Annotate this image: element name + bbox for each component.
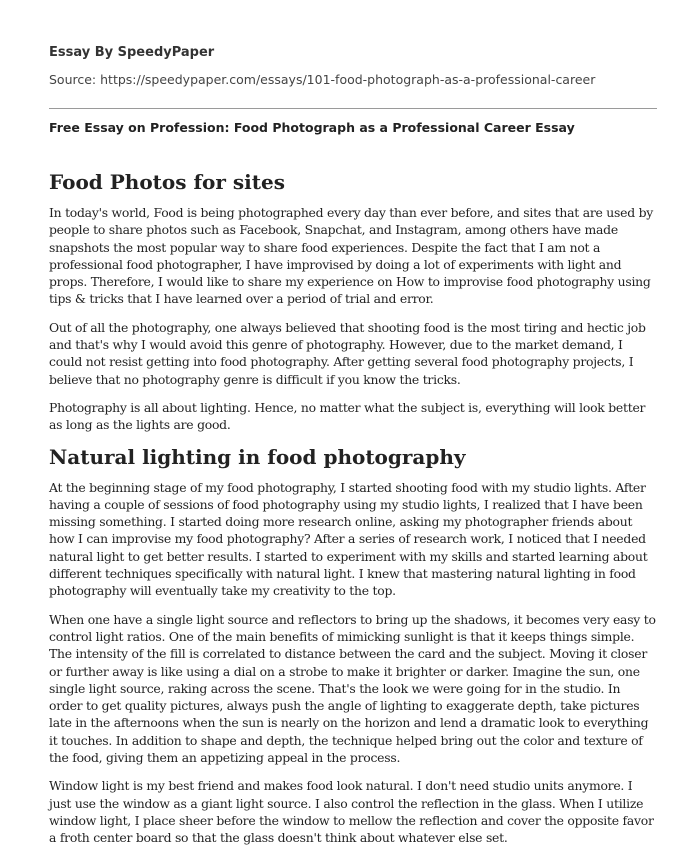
section-heading: Natural lighting in food photography [49,444,466,469]
paragraph: At the beginning stage of my food photography, I started shooting food with my studio lights. After having a couple of sessions of food photography using my studio lights, I realized that I have been missing something. I started doing more research online, asking my photographer friends about how I can improvise my food photography? After a series of research work, I noticed that I needed natural light to get better results. I started to experiment with my skills and started learning about different techniques specifically with natural light. I knew that mastering natural lighting in food photography will eventually take my creativity to the top. [49,479,648,599]
section-heading: Food Photos for sites [49,170,285,194]
paragraph: Photography is all about lighting. Hence, no matter what the subject is, everything will look better as long as the lights are good. [49,399,646,433]
source-line: Source: https://speedypaper.com/essays/101-food-photograph-as-a-professional-career [49,72,596,87]
header-divider [49,108,657,109]
paragraph: In today's world, Food is being photographed every day than ever before, and sites that are used by people to share photos such as Facebook, Snapchat, and Instagram, among others have made snapshots the most popular way to share food experiences. Despite the fact that I am not a professional food photographer, I have improvised by doing a lot of experiments with light and props. Therefore, I would like to share my experience on How to improvise food photography using tips & tricks that I have learned over a period of trial and error. [49,205,654,307]
document-title: Free Essay on Profession: Food Photograph as a Professional Career Essay [49,120,575,135]
essay-body [49,170,656,858]
essay-byline: Essay By SpeedyPaper [49,45,215,60]
paragraph: Window light is my best friend and makes food look natural. I don't need studio units anymore. I just use the window as a giant light source. I also control the reflection in the glass. When I utilize window light, I place sheer before the window to mellow the reflection and cover the opposite favor a froth center board so that the glass doesn't think about whatever else set. [49,778,654,846]
section-food-photos [49,170,656,434]
paragraph: When one have a single light source and reflectors to bring up the shadows, it becomes very easy to control light ratios. One of the main benefits of mimicking sunlight is that it keeps things simple. The intensity of the fill is correlated to distance between the card and the subject. Moving it closer or further away is like using a dial on a strobe to make it brighter or darker. Imagine the sun, one single light source, raking across the scene. That's the look we were going for in the studio. In order to get quality pictures, always push the angle of lighting to exaggerate depth, take pictures late in the afternoons when the sun is nearly on the horizon and lend a dramatic look to everything it touches. In addition to shape and depth, the technique helped bring out the color and texture of the food, giving them an appetizing appeal in the process. [49,611,656,766]
paragraph: Out of all the photography, one always believed that shooting food is the most tiring and hectic job and that's why I would avoid this genre of photography. However, due to the market demand, I could not resist getting into food photography. After getting several food photography projects, I believe that no photography genre is difficult if you know the tricks. [49,319,646,387]
section-natural-lighting [49,445,656,847]
